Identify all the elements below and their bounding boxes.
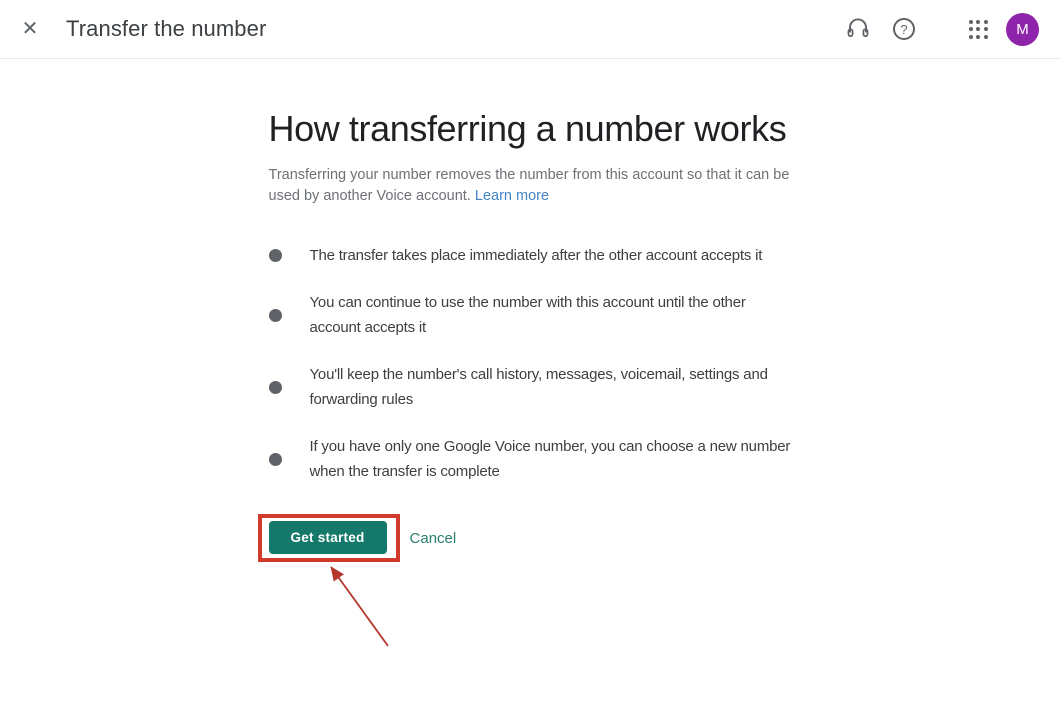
help-question-glyph: ? <box>900 21 908 37</box>
support-button[interactable] <box>843 14 873 44</box>
bullet-dot-icon <box>269 309 282 322</box>
list-item <box>269 434 793 484</box>
bullet-text: You'll keep the number's call history, messages, voicemail, settings and forwarding rules <box>309 366 768 408</box>
actions-row <box>269 514 793 562</box>
close-button[interactable] <box>16 15 44 43</box>
headset-icon <box>845 15 871 44</box>
get-started-button[interactable]: Get started <box>269 521 387 554</box>
bullet-text: If you have only one Google Voice number, you can choose a new number when the transfer is complete <box>309 438 791 480</box>
heading: How transferring a number works <box>268 108 787 149</box>
list-item <box>269 243 793 268</box>
bullet-list <box>269 243 793 484</box>
apps-grid-icon <box>969 20 988 39</box>
close-icon: ✕ <box>21 18 39 40</box>
annotation-highlight-box <box>258 514 400 562</box>
cancel-link[interactable]: Cancel <box>409 529 457 547</box>
bullet-dot-icon <box>269 249 282 262</box>
bullet-dot-icon <box>269 381 282 394</box>
list-item <box>269 290 793 340</box>
bullet-text: You can continue to use the number with this account until the other account accepts it <box>309 294 746 336</box>
help-icon <box>893 18 915 40</box>
intro-text: Transferring your number removes the number from this account so that it can be used by another Voice account. <box>268 167 790 204</box>
page-title: Transfer the number <box>66 16 267 41</box>
apps-button[interactable] <box>963 14 993 44</box>
avatar-initial: M <box>1016 20 1029 38</box>
bullet-text: The transfer takes place immediately after the other account accepts it <box>309 247 763 264</box>
help-button[interactable] <box>889 14 919 44</box>
bullet-dot-icon <box>269 453 282 466</box>
intro-paragraph <box>269 165 793 207</box>
topbar <box>0 0 1061 59</box>
account-avatar[interactable] <box>1006 13 1039 46</box>
transfer-info-panel <box>269 59 793 562</box>
learn-more-link[interactable]: Learn more <box>474 188 550 204</box>
list-item <box>269 362 793 412</box>
